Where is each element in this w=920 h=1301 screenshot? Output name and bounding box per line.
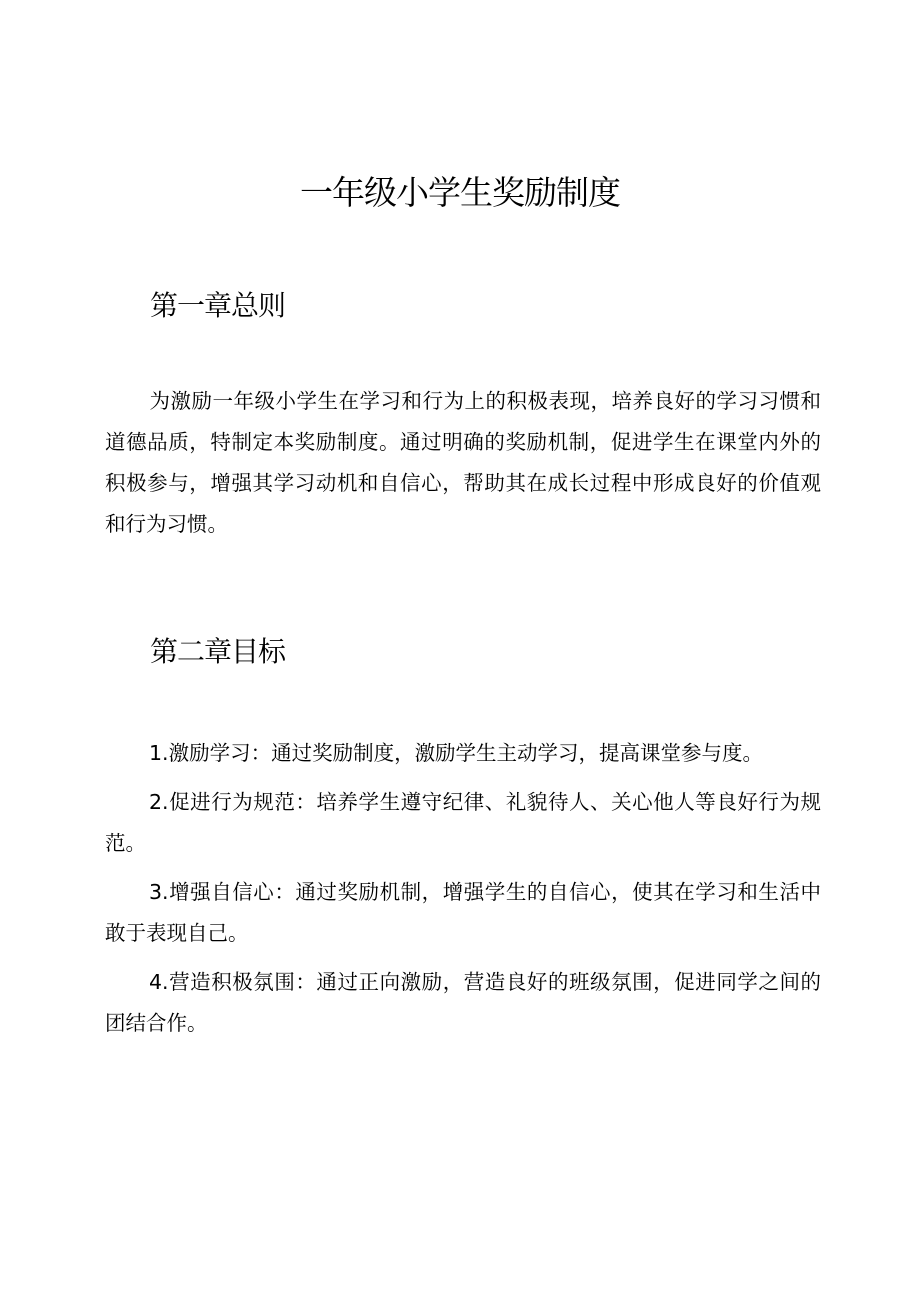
goal-text: .营造积极氛围：通过正向激励，营造良好的班级氛围，促进同学之间的团结合作。 (105, 970, 821, 1035)
goal-text: .增强自信心：通过奖励机制，增强学生的自信心，使其在学习和生活中敢于表现自己。 (105, 880, 821, 945)
goal-number: 2 (149, 790, 163, 814)
document-title: 一年级小学生奖励制度 (300, 173, 620, 212)
goals-list (105, 733, 821, 1052)
goal-number: 1 (149, 741, 163, 765)
goal-item (105, 872, 821, 954)
chapter-paragraph-general (105, 381, 821, 545)
goal-item (105, 782, 821, 864)
goal-item (105, 733, 821, 774)
paragraph-text: 为激励一年级小学生在学习和行为上的积极表现，培养良好的学习习惯和道德品质，特制定本奖励制度。通过明确的奖励机制，促进学生在课堂内外的积极参与，增强其学习动机和自信心，帮助其在成长过程中形成良好的价值观和行为习惯。 (105, 389, 821, 536)
chapter-heading-general: 第一章总则 (150, 289, 286, 322)
goal-number: 3 (149, 880, 163, 904)
goal-text: .促进行为规范：培养学生遵守纪律、礼貌待人、关心他人等良好行为规范。 (105, 790, 821, 855)
goal-item (105, 962, 821, 1044)
goal-number: 4 (149, 970, 163, 994)
goal-text: .激励学习：通过奖励制度，激励学生主动学习，提高课堂参与度。 (162, 741, 764, 765)
chapter-heading-goals: 第二章目标 (150, 635, 286, 668)
